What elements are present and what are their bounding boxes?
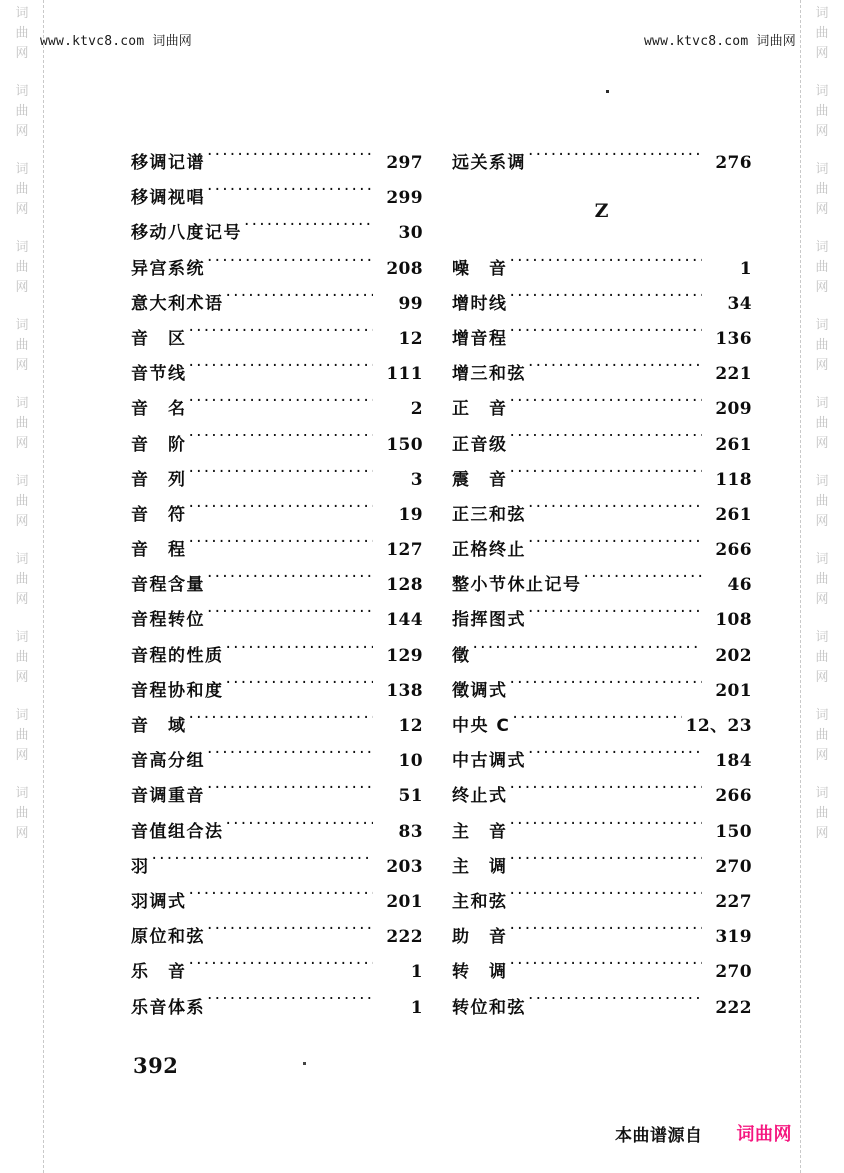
index-entry-term: 整小节休止记号: [452, 575, 582, 596]
index-entry-leader-dots: [244, 222, 373, 238]
index-entry-page: 136: [715, 328, 752, 349]
index-entry[interactable]: [452, 465, 752, 500]
rail-watermark-char: 曲: [15, 806, 29, 821]
rail-watermark-char: 词: [815, 6, 829, 21]
index-entry-page: 222: [715, 997, 752, 1018]
rail-watermark-char: 曲: [815, 728, 829, 743]
index-entry-page: 221: [715, 364, 752, 385]
footer-speck: [303, 1062, 306, 1065]
index-entry-term: 主 音: [452, 821, 508, 842]
rail-watermark-char: 曲: [15, 338, 29, 353]
rail-watermark-char: 网: [15, 202, 29, 217]
index-entry[interactable]: [131, 289, 423, 324]
index-entry-page: 1: [739, 258, 752, 279]
rail-watermark-char: 词: [15, 396, 29, 411]
index-entry-page: 261: [715, 434, 752, 455]
index-entry[interactable]: [131, 394, 423, 429]
index-entry-leader-dots: [473, 645, 703, 661]
index-entry-term: 音 符: [131, 504, 187, 525]
index-entry-leader-dots: [226, 645, 374, 661]
index-entry-term: 正三和弦: [452, 504, 526, 525]
index-entry-leader-dots: [207, 574, 373, 590]
index-entry-term: 音 区: [131, 328, 187, 349]
index-entry-page: 12、23: [685, 716, 752, 736]
index-entry[interactable]: [452, 641, 752, 676]
index-entry-term: 指挥图式: [452, 610, 526, 631]
index-column-right: [452, 148, 752, 1028]
index-entry[interactable]: [131, 324, 423, 359]
index-entry[interactable]: [131, 746, 423, 781]
index-entry-leader-dots: [152, 856, 374, 872]
index-entry-leader-dots: [510, 258, 703, 274]
index-entry-leader-dots: [189, 539, 374, 555]
index-entry-term: 主 调: [452, 856, 508, 877]
index-entry-leader-dots: [528, 363, 702, 379]
rail-watermark-char: 网: [15, 358, 29, 373]
index-entry-page: 276: [715, 153, 752, 173]
rail-watermark-char: 曲: [815, 260, 829, 275]
index-entry-term: 音调重音: [131, 786, 205, 807]
index-body: [0, 148, 844, 1038]
rail-watermark-char: 曲: [815, 182, 829, 197]
rail-watermark-char: 曲: [15, 572, 29, 587]
index-entry-page: 266: [715, 540, 752, 561]
index-entry-page: 12: [398, 716, 423, 736]
index-entry-term: 主和弦: [452, 891, 508, 912]
rail-watermark-char: 词: [815, 162, 829, 177]
index-entry-term: 音节线: [131, 364, 187, 385]
rail-watermark-char: 网: [815, 514, 829, 529]
index-entry-leader-dots: [207, 750, 373, 766]
index-entry-term: 原位和弦: [131, 927, 205, 948]
index-entry-page: 319: [715, 927, 752, 948]
index-entry-term: 助 音: [452, 927, 508, 948]
index-entry[interactable]: [131, 359, 423, 394]
rail-watermark-char: 网: [815, 436, 829, 451]
index-entry[interactable]: [452, 957, 752, 992]
index-entry-term: 中古调式: [452, 751, 526, 772]
index-entry-page: 128: [386, 575, 423, 596]
rail-watermark-char: 词: [15, 552, 29, 567]
index-entry-leader-dots: [528, 152, 702, 168]
index-entry-page: 108: [715, 610, 752, 631]
index-entry-page: 208: [386, 258, 423, 279]
index-entry-leader-dots: [510, 785, 703, 801]
index-entry[interactable]: [131, 817, 423, 852]
rail-watermark-char: 曲: [15, 260, 29, 275]
index-entry[interactable]: [131, 430, 423, 465]
index-entry-term: 转位和弦: [452, 997, 526, 1018]
index-entry[interactable]: [131, 887, 423, 922]
index-entry-leader-dots: [528, 504, 702, 520]
index-entry-leader-dots: [189, 715, 374, 731]
rail-watermark-char: 网: [815, 592, 829, 607]
index-entry-leader-dots: [189, 363, 374, 379]
index-entry-page: 127: [386, 540, 423, 561]
rail-watermark-char: 词: [15, 6, 29, 21]
index-entry-page: 222: [386, 927, 423, 948]
index-entry[interactable]: [452, 711, 752, 746]
index-entry[interactable]: [131, 500, 423, 535]
index-entry-term: 羽: [131, 856, 150, 877]
header-watermark-right: www.ktvc8.com 词曲网: [644, 34, 796, 49]
index-entry[interactable]: [131, 922, 423, 957]
index-entry-leader-dots: [189, 398, 374, 414]
rail-watermark-char: 网: [15, 514, 29, 529]
index-entry-page: 1: [410, 962, 423, 983]
index-entry-leader-dots: [510, 961, 703, 977]
index-entry-page: 3: [410, 469, 423, 490]
index-entry-page: 83: [398, 821, 423, 842]
index-entry-term: 增音程: [452, 328, 508, 349]
index-entry-page: 150: [386, 434, 423, 455]
index-entry-term: 噪 音: [452, 258, 508, 279]
index-entry-leader-dots: [226, 680, 374, 696]
rail-watermark-char: 网: [15, 124, 29, 139]
index-entry[interactable]: [131, 465, 423, 500]
index-entry-page: 201: [386, 891, 423, 912]
index-entry[interactable]: [452, 887, 752, 922]
index-entry[interactable]: [452, 430, 752, 465]
index-entry[interactable]: [131, 676, 423, 711]
index-entry[interactable]: [452, 359, 752, 394]
index-entry-leader-dots: [528, 750, 702, 766]
index-entry-leader-dots: [528, 997, 702, 1013]
rail-watermark-char: 曲: [15, 182, 29, 197]
index-entry-term: 震 音: [452, 469, 508, 490]
index-entry[interactable]: [452, 852, 752, 887]
rail-watermark-char: 曲: [815, 338, 829, 353]
index-entry[interactable]: [452, 922, 752, 957]
index-entry-leader-dots: [510, 891, 703, 907]
index-entry[interactable]: [131, 218, 423, 253]
index-entry-leader-dots: [510, 293, 703, 309]
index-entry-page: 299: [386, 188, 423, 209]
index-entry-page: 99: [398, 293, 423, 314]
index-entry-leader-dots: [226, 821, 374, 837]
rail-watermark-char: 网: [815, 670, 829, 685]
rail-watermark-char: 网: [815, 748, 829, 763]
index-entry-page: 270: [715, 856, 752, 877]
rail-watermark-char: 曲: [815, 494, 829, 509]
index-entry-term: 徵调式: [452, 680, 508, 701]
index-entry-page: 46: [727, 575, 752, 596]
index-entry-leader-dots: [207, 785, 373, 801]
index-entry-term: 中央 C: [452, 716, 511, 736]
rail-watermark-char: 网: [815, 124, 829, 139]
index-entry-page: 30: [398, 223, 423, 244]
footer-credit-brand: 词曲网: [736, 1124, 792, 1145]
index-entry-leader-dots: [510, 856, 703, 872]
rail-watermark-char: 词: [15, 318, 29, 333]
rail-watermark-char: 词: [815, 708, 829, 723]
index-entry-leader-dots: [510, 434, 703, 450]
index-entry-term: 音程的性质: [131, 645, 224, 666]
index-entry-page: 261: [715, 504, 752, 525]
index-entry-term: 异宫系统: [131, 258, 205, 279]
index-entry-page: 2: [410, 399, 423, 420]
index-entry-term: 正 音: [452, 399, 508, 420]
index-entry[interactable]: [452, 605, 752, 640]
index-entry-term: 乐音体系: [131, 997, 205, 1018]
index-entry-leader-dots: [528, 609, 702, 625]
index-entry[interactable]: [131, 254, 423, 289]
rail-watermark-char: 网: [15, 748, 29, 763]
index-entry-term: 音 程: [131, 540, 187, 561]
rail-watermark-char: 曲: [15, 416, 29, 431]
header-watermark-left: www.ktvc8.com 词曲网: [40, 34, 192, 49]
index-entry-leader-dots: [510, 328, 703, 344]
index-entry[interactable]: [452, 993, 752, 1028]
rail-watermark-char: 网: [815, 826, 829, 841]
index-entry-page: 34: [727, 293, 752, 314]
rail-watermark-char: 网: [815, 358, 829, 373]
index-entry-term: 音高分组: [131, 751, 205, 772]
index-entry[interactable]: [131, 711, 423, 746]
rail-watermark-char: 网: [15, 592, 29, 607]
index-entry[interactable]: [452, 324, 752, 359]
rail-watermark-char: 词: [815, 318, 829, 333]
rail-watermark-char: 词: [815, 552, 829, 567]
index-entry-page: 150: [715, 821, 752, 842]
index-entry-term: 乐 音: [131, 962, 187, 983]
rail-watermark-char: 曲: [815, 416, 829, 431]
index-entry-page: 203: [386, 856, 423, 877]
index-entry-term: 正音级: [452, 434, 508, 455]
index-entry-leader-dots: [207, 152, 373, 168]
index-entry-term: 音 域: [131, 716, 187, 736]
index-entry-term: 转 调: [452, 962, 508, 983]
index-entry-term: 增三和弦: [452, 364, 526, 385]
rail-watermark-char: 词: [815, 474, 829, 489]
rail-watermark-char: 词: [15, 630, 29, 645]
index-entry-page: 10: [398, 751, 423, 772]
index-entry-page: 297: [386, 153, 423, 173]
index-entry-leader-dots: [510, 821, 703, 837]
index-entry-page: 12: [398, 328, 423, 349]
index-entry-leader-dots: [207, 258, 373, 274]
index-entry-leader-dots: [207, 187, 373, 203]
index-entry-page: 270: [715, 962, 752, 983]
index-entry-term: 徵: [452, 645, 471, 666]
index-entry[interactable]: [131, 570, 423, 605]
rail-watermark-char: 曲: [815, 26, 829, 41]
index-entry-term: 音程含量: [131, 575, 205, 596]
index-entry-leader-dots: [189, 504, 374, 520]
footer-credit: [615, 1120, 792, 1146]
rail-watermark-char: 词: [815, 240, 829, 255]
section-letter-heading: Z: [594, 200, 610, 222]
index-entry[interactable]: [131, 641, 423, 676]
index-entry-leader-dots: [189, 469, 374, 485]
rail-watermark-char: 曲: [815, 650, 829, 665]
index-entry-leader-dots: [207, 926, 373, 942]
index-entry[interactable]: [452, 781, 752, 816]
rail-watermark-char: 词: [815, 396, 829, 411]
index-entry-term: 音值组合法: [131, 821, 224, 842]
index-entry-leader-dots: [189, 328, 374, 344]
index-entry-term: 音程协和度: [131, 680, 224, 701]
index-entry-term: 增时线: [452, 293, 508, 314]
index-entry-page: 19: [398, 504, 423, 525]
rail-watermark-char: 词: [15, 162, 29, 177]
index-entry-page: 201: [715, 680, 752, 701]
index-entry-term: 羽调式: [131, 891, 187, 912]
index-entry[interactable]: [452, 676, 752, 711]
index-entry[interactable]: [131, 852, 423, 887]
index-entry[interactable]: [452, 535, 752, 570]
index-entry-leader-dots: [584, 574, 703, 590]
rail-watermark-char: 网: [15, 46, 29, 61]
rail-watermark-char: 曲: [15, 104, 29, 119]
index-entry-term: 音 名: [131, 399, 187, 420]
index-entry-page: 129: [386, 645, 423, 666]
index-column-left: [131, 148, 423, 1028]
rail-watermark-char: 词: [15, 240, 29, 255]
rail-watermark-char: 曲: [15, 650, 29, 665]
scan-speck: [606, 90, 609, 93]
rail-watermark-char: 曲: [815, 806, 829, 821]
index-entry[interactable]: [131, 148, 423, 183]
index-entry-page: 266: [715, 786, 752, 807]
index-entry-page: 144: [386, 610, 423, 631]
rail-watermark-char: 词: [815, 84, 829, 99]
index-entry[interactable]: [131, 183, 423, 218]
index-entry[interactable]: [131, 605, 423, 640]
rail-watermark-char: 曲: [815, 104, 829, 119]
index-entry-leader-dots: [207, 609, 373, 625]
index-entry-term: 移调记谱: [131, 153, 205, 173]
rail-watermark-char: 网: [815, 46, 829, 61]
index-entry-page: 1: [410, 997, 423, 1018]
index-entry-leader-dots: [510, 398, 703, 414]
index-entry-leader-dots: [510, 926, 703, 942]
rail-watermark-char: 词: [815, 630, 829, 645]
index-entry-leader-dots: [528, 539, 702, 555]
rail-watermark-char: 网: [815, 202, 829, 217]
index-entry-term: 正格终止: [452, 540, 526, 561]
index-entry-leader-dots: [189, 434, 374, 450]
rail-watermark-char: 词: [15, 84, 29, 99]
index-entry-term: 音 阶: [131, 434, 187, 455]
rail-watermark-char: 词: [15, 474, 29, 489]
rail-watermark-char: 曲: [815, 572, 829, 587]
index-entry[interactable]: [452, 254, 752, 289]
index-entry[interactable]: [452, 148, 752, 183]
page-number: 392: [133, 1053, 179, 1078]
index-entry-term: 移动八度记号: [131, 223, 242, 244]
rail-watermark-char: 词: [815, 786, 829, 801]
index-entry-page: 118: [715, 469, 752, 490]
index-entry-leader-dots: [189, 891, 374, 907]
index-entry-term: 远关系调: [452, 153, 526, 173]
index-entry[interactable]: [452, 817, 752, 852]
index-entry-leader-dots: [512, 715, 681, 731]
index-entry[interactable]: [452, 289, 752, 324]
rail-watermark-char: 网: [815, 280, 829, 295]
footer-credit-text: 本曲谱源自: [615, 1125, 703, 1146]
index-entry[interactable]: [452, 746, 752, 781]
index-entry-leader-dots: [189, 961, 374, 977]
index-entry-term: 终止式: [452, 786, 508, 807]
rail-watermark-char: 网: [15, 670, 29, 685]
rail-watermark-char: 词: [15, 786, 29, 801]
rail-watermark-char: 曲: [15, 26, 29, 41]
index-entry[interactable]: [131, 535, 423, 570]
rail-watermark-char: 网: [15, 280, 29, 295]
index-entry[interactable]: [452, 394, 752, 429]
rail-watermark-char: 网: [15, 436, 29, 451]
index-entry-page: 138: [386, 680, 423, 701]
index-entry-term: 音程转位: [131, 610, 205, 631]
index-entry-term: 移调视唱: [131, 188, 205, 209]
index-entry-page: 111: [386, 364, 423, 385]
index-entry[interactable]: [131, 957, 423, 992]
rail-watermark-char: 曲: [15, 728, 29, 743]
index-entry-page: 209: [715, 399, 752, 420]
index-entry[interactable]: [131, 993, 423, 1028]
index-entry-page: 202: [715, 645, 752, 666]
index-entry-leader-dots: [510, 680, 703, 696]
index-entry-term: 意大利术语: [131, 293, 224, 314]
index-entry[interactable]: [131, 781, 423, 816]
rail-watermark-char: 网: [15, 826, 29, 841]
index-entry-page: 227: [715, 891, 752, 912]
index-entry-leader-dots: [510, 469, 703, 485]
rail-watermark-char: 词: [15, 708, 29, 723]
index-entry[interactable]: [452, 500, 752, 535]
index-entry-page: 184: [715, 751, 752, 772]
index-entry-page: 51: [398, 786, 423, 807]
rail-watermark-char: 曲: [15, 494, 29, 509]
index-entry-term: 音 列: [131, 469, 187, 490]
index-entry[interactable]: [452, 570, 752, 605]
index-entry-leader-dots: [207, 997, 373, 1013]
index-entry-leader-dots: [226, 293, 374, 309]
